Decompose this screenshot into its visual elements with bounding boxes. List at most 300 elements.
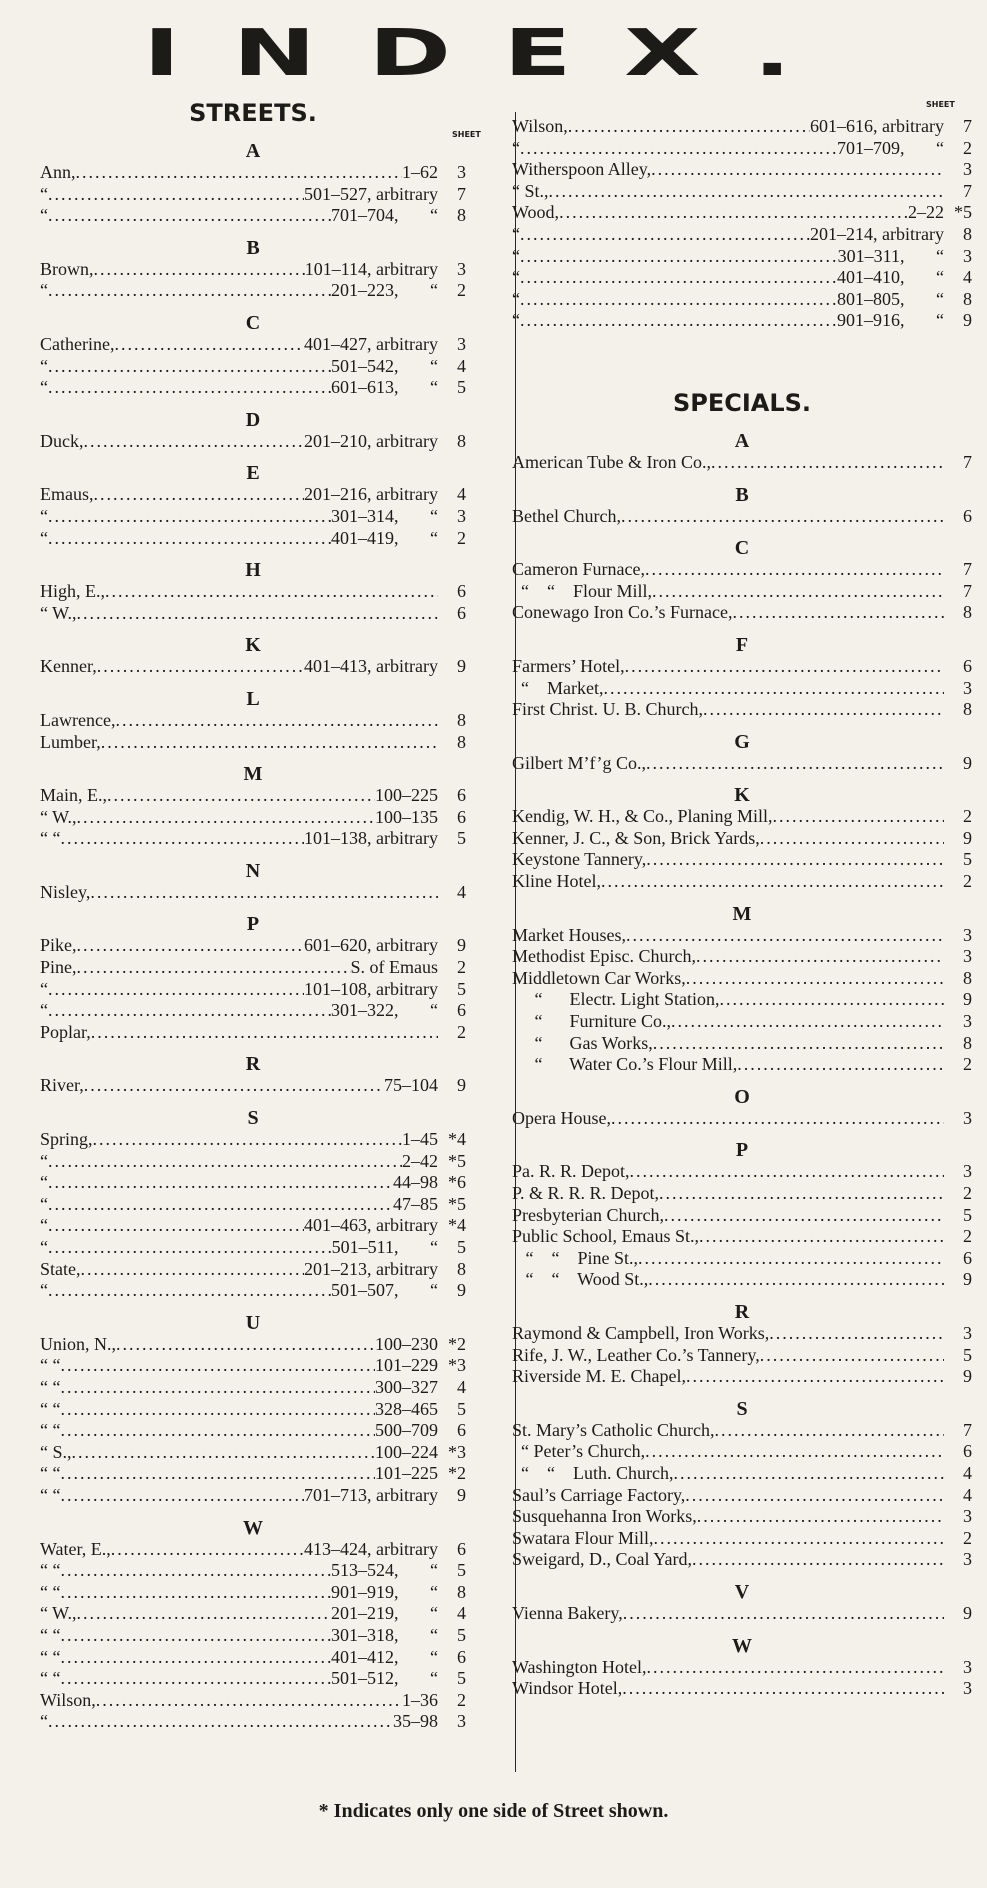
entry-name: “ “ Pine St., [512,1247,638,1268]
index-row [40,1603,466,1625]
entry-range: 201–213, arbitrary [304,1258,438,1279]
entry-sheet: 9 [457,935,466,956]
entry-sheet: 2 [963,1183,972,1203]
entry-sheet: 2 [963,1054,972,1075]
entry-sheet: 3 [457,258,466,279]
dot-leader [626,925,944,947]
entry-sheet: 9 [963,1269,972,1290]
index-row [40,1194,466,1216]
streets-heading: STREETS. [189,99,317,127]
entry-range: 2–22 [908,202,944,223]
entry-sheet: 8 [457,430,466,451]
index-row [40,957,466,979]
entry-name: Lumber, [40,731,101,752]
index-row [512,159,972,181]
entry-range: 901–919, “ [331,1581,438,1602]
dot-leader [105,581,438,603]
entry-name: Wilson, [40,1689,96,1710]
dot-leader [77,935,305,957]
dot-leader [621,506,944,528]
section-letter: G [734,730,750,753]
entry-name: “ “ [40,1463,61,1484]
index-row [40,280,466,302]
entry-name: “ “ [40,1581,61,1602]
entry-name: “ [512,267,520,288]
entry-range: 500–709 [375,1420,438,1441]
entry-name: “ Water Co.’s Flour Mill, [512,1054,738,1075]
dot-leader [638,1248,944,1270]
dot-leader [714,1420,944,1442]
entry-name: Pine, [40,957,77,978]
dot-leader [603,678,944,700]
dot-leader [60,1399,375,1421]
entry-range: 201–223, “ [331,280,438,301]
entry-range: 100–230 [375,1333,438,1354]
index-row [512,1011,972,1033]
entry-name: Pa. R. R. Depot, [512,1161,630,1182]
index-row [512,581,972,603]
index-row [512,1657,972,1679]
entry-sheet: *6 [448,1172,466,1193]
entry-sheet: 6 [457,581,466,602]
index-row [512,181,972,203]
section-letter: P [246,913,260,936]
index-row [40,184,466,206]
entry-sheet: 6 [457,1420,466,1441]
dot-leader [520,310,837,332]
index-row [512,267,972,289]
entry-name: Swatara Flour Mill, [512,1527,654,1548]
entry-range: 1–62 [402,162,438,182]
entry-sheet: 3 [457,505,466,526]
section-letter: F [735,633,749,656]
index-row [40,979,466,1001]
section-letter: W [243,1516,263,1539]
entry-sheet: 7 [963,580,972,601]
section-letter: K [734,784,750,807]
entry-sheet: 8 [963,1032,972,1053]
entry-name: Bethel Church, [512,505,621,526]
entry-name: “ Market, [512,677,604,698]
dot-leader [48,1172,393,1194]
entry-range: 300–327 [375,1376,438,1397]
entry-name: Ann, [40,162,76,182]
entry-sheet: 6 [457,785,466,806]
index-row [512,1033,972,1055]
index-row [40,1582,466,1604]
entry-name: Opera House, [512,1107,611,1128]
index-row [512,1485,972,1507]
entry-range: 501–512, “ [331,1668,438,1689]
index-row [40,1237,466,1259]
entry-name: “ [512,288,520,309]
entry-sheet: 3 [963,1549,972,1570]
entry-sheet: 3 [963,1506,972,1527]
index-row [512,202,972,224]
index-row [512,1441,972,1463]
entry-name: “ [40,1237,48,1257]
entry-range: 201–219, “ [331,1603,438,1624]
index-row [40,1280,466,1302]
dot-leader [77,1603,331,1625]
index-row [512,506,972,528]
entry-sheet: *5 [448,1193,466,1214]
entry-sheet: 6 [457,806,466,827]
entry-name: Washington Hotel, [512,1656,647,1677]
section-letter: B [735,483,749,506]
dot-leader [520,224,810,246]
dot-leader [72,1442,376,1464]
index-row [40,1463,466,1485]
entry-name: “ “ [40,1376,61,1397]
entry-name: “ [512,310,520,331]
entry-range: 501–542, “ [331,355,438,376]
entry-name: “ W., [40,806,77,827]
section-letter: W [732,1634,752,1657]
index-row [512,1269,972,1291]
index-row [40,1625,466,1647]
dot-leader [659,1183,944,1205]
section-letter: M [732,902,752,925]
entry-range: 701–713, arbitrary [304,1484,438,1505]
entry-sheet: 4 [963,267,972,288]
dot-leader [673,1463,944,1485]
dot-leader [93,1129,402,1151]
entry-name: Poplar, [40,1021,91,1042]
entry-sheet: 8 [963,967,972,988]
entry-name: “ [512,137,520,158]
entry-name: Cameron Furnace, [512,559,645,580]
index-row [40,259,466,281]
entry-name: “ [40,1193,48,1214]
dot-leader [97,656,304,678]
index-row [512,289,972,311]
entry-range: 701–709, “ [837,137,944,158]
dot-leader [646,753,944,775]
index-row [512,138,972,160]
entry-name: “ [40,1150,48,1171]
entry-range: S. of Emaus [350,957,438,978]
dot-leader [686,1366,944,1388]
entry-sheet: 3 [963,1678,972,1699]
index-row [40,334,466,356]
entry-name: “ [40,1280,48,1301]
entry-name: Kline Hotel, [512,871,601,892]
entry-name: “ [40,205,48,226]
entry-name: “ [40,978,48,999]
section-letter: M [243,763,263,786]
entry-sheet: 5 [963,849,972,870]
index-row [40,356,466,378]
dot-leader [648,1269,944,1291]
index-row [512,1549,972,1571]
entry-sheet: 2 [457,957,466,978]
entry-name: “ “ [40,1355,61,1376]
index-row [40,162,466,184]
entry-range: 101–229 [375,1355,438,1376]
entry-name: Kenner, [40,656,97,677]
dot-leader [671,1011,944,1033]
dot-leader [769,1323,944,1345]
entry-name: “ [512,245,520,266]
dot-leader [645,1441,944,1463]
entry-range: 401–413, arbitrary [304,656,438,677]
dot-leader [520,267,837,289]
entry-name: Rife, J. W., Leather Co.’s Tannery, [512,1344,760,1365]
entry-name: Gilbert M’f’g Co., [512,752,646,773]
dot-leader [697,1506,944,1528]
entry-sheet: 4 [963,1462,972,1483]
index-row [40,1668,466,1690]
entry-name: “ “ [40,1398,61,1419]
index-row [40,1377,466,1399]
entry-sheet: 6 [963,1247,972,1268]
index-row [512,224,972,246]
entry-name: Susquehanna Iron Works, [512,1506,697,1527]
index-row [40,785,466,807]
entry-name: Duck, [40,430,84,451]
section-letter: B [246,236,260,259]
entry-name: “ “ [40,828,61,849]
entry-sheet: 2 [457,1689,466,1710]
entry-name: “ [40,355,48,376]
index-row [40,732,466,754]
index-row [512,1345,972,1367]
entry-sheet: 9 [457,1484,466,1505]
index-row [40,1000,466,1022]
dot-leader [76,162,403,184]
entry-name: “ “ [40,1646,61,1667]
entry-sheet: 3 [963,1656,972,1677]
dot-leader [60,1560,331,1582]
dot-leader [60,1625,331,1647]
entry-name: Middletown Car Works, [512,967,686,988]
entry-sheet: 9 [963,1366,972,1387]
entry-range: 100–135 [375,806,438,827]
entry-name: “ Gas Works, [512,1032,653,1053]
section-letter: K [245,634,261,657]
entry-sheet: 3 [457,333,466,354]
section-letter: H [245,559,261,582]
entry-name: Market Houses, [512,924,626,945]
dot-leader [94,259,305,281]
entry-range: 601–616, arbitrary [810,116,944,136]
entry-name: “ W., [40,1603,77,1624]
entry-name: River, [40,1075,84,1096]
entry-sheet: 5 [457,1398,466,1419]
dot-leader [101,732,438,754]
section-letter: S [736,1397,748,1420]
dot-leader [60,1485,304,1507]
footnote: * Indicates only one side of Street shown. [318,1800,669,1822]
entry-range: 201–210, arbitrary [304,430,438,451]
dot-leader [699,1226,944,1248]
entry-sheet: 8 [963,602,972,623]
entry-name: First Christ. U. B. Church, [512,699,704,720]
entry-name: “ “ [40,1484,61,1505]
sheet-label-left: SHEET [452,130,481,139]
index-row [512,1226,972,1248]
dot-leader [60,1463,375,1485]
entry-sheet: 3 [963,946,972,967]
entry-sheet: 6 [963,655,972,676]
entry-sheet: 9 [963,827,972,848]
specials-heading: SPECIALS. [672,388,812,417]
index-row [512,1678,972,1700]
section-letter: R [245,1053,261,1076]
index-row [40,807,466,829]
entry-range: 1–45 [402,1129,438,1150]
entry-name: “ W., [40,602,77,623]
entry-range: 901–916, “ [837,310,944,331]
index-row [512,310,972,332]
dot-leader [630,1161,944,1183]
section-letter: R [734,1300,750,1323]
section-letter: P [735,1139,749,1162]
dot-leader [91,1022,438,1044]
entry-range: 701–704, “ [331,205,438,226]
index-row [512,871,972,893]
dot-leader [703,699,944,721]
dot-leader [611,1108,944,1130]
entry-sheet: 2 [457,1021,466,1042]
index-row [512,1528,972,1550]
entry-name: “ Furniture Co., [512,1011,671,1032]
entry-sheet: 7 [963,451,972,472]
entry-name: Main, E., [40,785,107,806]
entry-sheet: 5 [457,1624,466,1645]
dot-leader [773,806,944,828]
index-row [40,431,466,453]
dot-leader [84,1075,384,1097]
dot-leader [646,849,944,871]
entry-sheet: 6 [457,1000,466,1021]
entry-sheet: 3 [963,245,972,266]
index-row [512,559,972,581]
index-row [40,656,466,678]
dot-leader [77,957,351,979]
dot-leader [115,710,438,732]
entry-range: 601–620, arbitrary [304,935,438,956]
entry-name: “ [40,183,48,204]
dot-leader [48,528,331,550]
entry-name: “ [40,1711,48,1732]
index-row [40,205,466,227]
entry-name: Lawrence, [40,709,116,730]
dot-leader [623,1603,944,1625]
index-row [512,849,972,871]
entry-sheet: 8 [457,731,466,752]
entry-name: “ Peter’s Church, [512,1441,646,1462]
index-row [40,1075,466,1097]
entry-range: 301–314, “ [331,505,438,526]
index-row [512,678,972,700]
entry-range: 301–322, “ [331,1000,438,1021]
entry-name: “ “ [40,1668,61,1689]
entry-name: Catherine, [40,333,115,354]
entry-sheet: 4 [457,484,466,505]
entry-range: 401–427, arbitrary [304,333,438,354]
entry-range: 501–507, “ [331,1280,438,1301]
entry-sheet: 5 [963,1204,972,1225]
entry-name: “ [40,377,48,398]
index-row [512,116,972,138]
index-row [40,1355,466,1377]
entry-sheet: 5 [457,377,466,398]
entry-sheet: 4 [457,355,466,376]
dot-leader [60,1377,375,1399]
entry-sheet: 3 [963,677,972,698]
entry-name: “ S., [40,1441,72,1462]
index-row [40,1690,466,1712]
entry-name: Kendig, W. H., & Co., Planing Mill, [512,806,773,827]
entry-name: “ [40,527,48,548]
dot-leader [60,1420,375,1442]
entry-sheet: 2 [457,527,466,548]
dot-leader [81,1259,305,1281]
entry-range: 101–114, arbitrary [304,258,438,279]
dot-leader [94,484,305,506]
entry-sheet: 9 [963,989,972,1010]
section-letter: L [246,687,260,710]
dot-leader [559,202,908,224]
dot-leader [60,828,304,850]
entry-name: “ [40,1215,48,1236]
dot-leader [60,1582,331,1604]
section-letter: N [245,859,261,882]
entry-range: 75–104 [384,1075,438,1096]
dot-leader [685,1485,944,1507]
index-row [512,452,972,474]
section-letter: V [734,1580,750,1603]
entry-sheet: 2 [457,280,466,301]
entry-sheet: 8 [963,288,972,309]
section-letter: E [246,462,260,485]
dot-leader [77,807,375,829]
entry-sheet: 9 [457,1075,466,1096]
entry-sheet: 2 [963,871,972,892]
entry-range: 101–108, arbitrary [304,978,438,999]
entry-range: 501–527, arbitrary [304,183,438,204]
dot-leader [520,138,837,160]
entry-sheet: 9 [963,310,972,331]
entry-range: 201–216, arbitrary [304,484,438,505]
index-row [40,710,466,732]
sheet-label-right: SHEET [926,100,955,109]
dot-leader [48,1000,331,1022]
index-row [40,1647,466,1669]
index-row [40,1334,466,1356]
entry-sheet: 8 [963,223,972,244]
dot-leader [48,280,331,302]
entry-sheet: 2 [963,806,972,827]
entry-range: 2–42 [402,1150,438,1171]
entry-range: 601–613, “ [331,377,438,398]
index-row [40,1711,466,1733]
dot-leader [711,452,944,474]
entry-name: P. & R. R. R. Depot, [512,1183,660,1203]
entry-name: Vienna Bakery, [512,1602,623,1623]
entry-sheet: 9 [963,1602,972,1623]
entry-range: 501–511, “ [331,1237,438,1257]
entry-name: Sweigard, D., Coal Yard, [512,1549,692,1570]
entry-sheet: 9 [457,1280,466,1301]
dot-leader [737,1054,944,1076]
dot-leader [652,581,944,603]
dot-leader [84,431,305,453]
index-row [512,1205,972,1227]
entry-name: Conewago Iron Co.’s Furnace, [512,602,733,623]
